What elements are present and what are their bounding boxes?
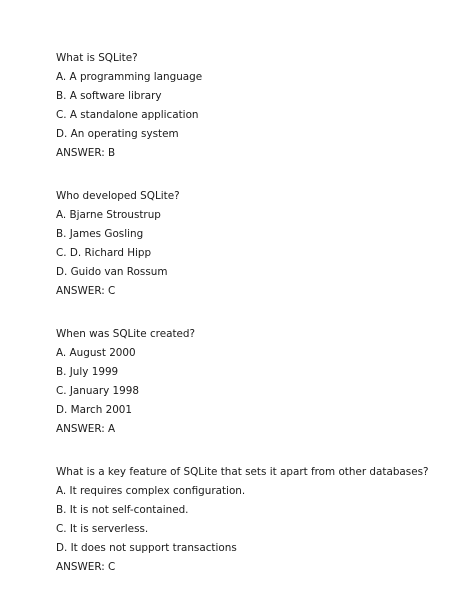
option-d: D. Guido van Rossum: [56, 266, 168, 278]
answer-line: ANSWER: C: [56, 561, 116, 573]
question-block-1: [56, 52, 456, 160]
option-b: B. James Gosling: [56, 228, 144, 240]
answer-line: ANSWER: A: [56, 423, 116, 435]
option-b: B. It is not self-contained.: [56, 504, 189, 516]
question-text: When was SQLite created?: [56, 328, 196, 340]
option-a: A. August 2000: [56, 347, 136, 359]
answer-line: ANSWER: B: [56, 147, 116, 159]
option-a: A. It requires complex configuration.: [56, 485, 246, 497]
option-c: C. January 1998: [56, 385, 139, 397]
answer-line: ANSWER: C: [56, 285, 116, 297]
option-c: C. A standalone application: [56, 109, 199, 121]
option-c: C. D. Richard Hipp: [56, 247, 152, 259]
option-a: A. A programming language: [56, 71, 203, 83]
option-d: D. March 2001: [56, 404, 133, 416]
question-block-3: [56, 328, 456, 436]
question-text: Who developed SQLite?: [56, 190, 180, 202]
question-text: What is a key feature of SQLite that sets it apart from other databases?: [56, 466, 429, 478]
option-a: A. Bjarne Stroustrup: [56, 209, 161, 221]
quiz-document: [56, 52, 456, 604]
question-block-4: [56, 466, 456, 574]
option-c: C. It is serverless.: [56, 523, 149, 535]
option-d: D. It does not support transactions: [56, 542, 237, 554]
option-d: D. An operating system: [56, 128, 179, 140]
question-block-2: [56, 190, 456, 298]
option-b: B. A software library: [56, 90, 162, 102]
option-b: B. July 1999: [56, 366, 119, 378]
question-text: What is SQLite?: [56, 52, 138, 64]
